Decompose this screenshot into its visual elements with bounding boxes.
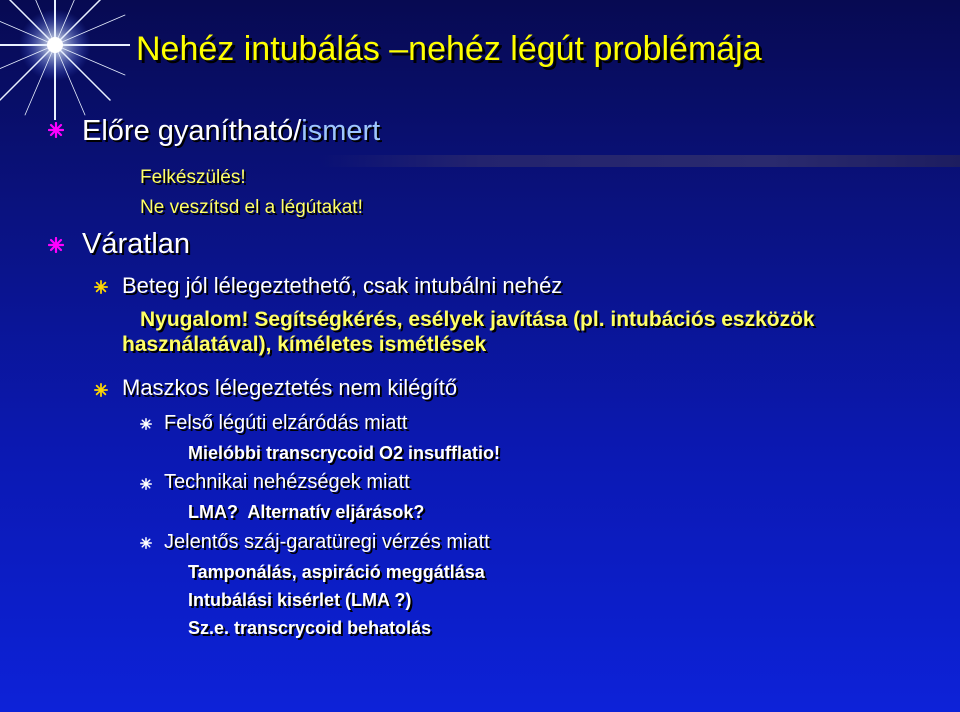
asterisk-bullet-icon — [94, 383, 108, 397]
slide-title: Nehéz intubálás –nehéz légút problémája — [136, 30, 762, 68]
title-divider — [320, 155, 960, 167]
asterisk-bullet-icon — [48, 237, 64, 253]
list-item-note: Sz.e. transcrycoid behatolás — [188, 618, 432, 638]
section-heading-unexpected: Váratlan — [82, 228, 191, 260]
asterisk-bullet-icon — [140, 478, 152, 490]
note-line: Felkészülés! — [140, 167, 246, 188]
note-line: Ne veszítsd el a légútakat! — [140, 197, 363, 218]
heading-text-ismert: ismert — [301, 115, 381, 147]
asterisk-bullet-icon — [140, 418, 152, 430]
section-heading-predictable — [82, 115, 380, 148]
subsection-heading: Beteg jól lélegeztethető, csak intubálni nehéz — [122, 273, 563, 298]
list-item-note: Intubálási kisérlet (LMA ?) — [188, 590, 412, 610]
starburst-icon — [0, 0, 130, 120]
detail-line: használatával), kíméletes ismétlések — [122, 333, 487, 356]
asterisk-bullet-icon — [94, 280, 108, 294]
list-item-note: Tamponálás, aspiráció meggátlása — [188, 562, 485, 582]
subsection-heading: Maszkos lélegeztetés nem kilégítő — [122, 375, 458, 400]
list-item: Felső légúti elzáródás miatt — [164, 412, 408, 434]
detail-line: Nyugalom! Segítségkérés, esélyek javítása (pl. intubációs eszközök — [140, 308, 815, 331]
asterisk-bullet-icon — [48, 122, 64, 138]
list-item-note: Mielóbbi transcrycoid O2 insufflatio! — [188, 443, 501, 463]
list-item: Jelentős száj-garatüregi vérzés miatt — [164, 531, 490, 553]
heading-text: Előre gyanítható/ — [82, 115, 302, 147]
asterisk-bullet-icon — [140, 537, 152, 549]
list-item: Technikai nehézségek miatt — [164, 471, 410, 493]
list-item-note: LMA? Alternatív eljárások? — [188, 502, 425, 522]
